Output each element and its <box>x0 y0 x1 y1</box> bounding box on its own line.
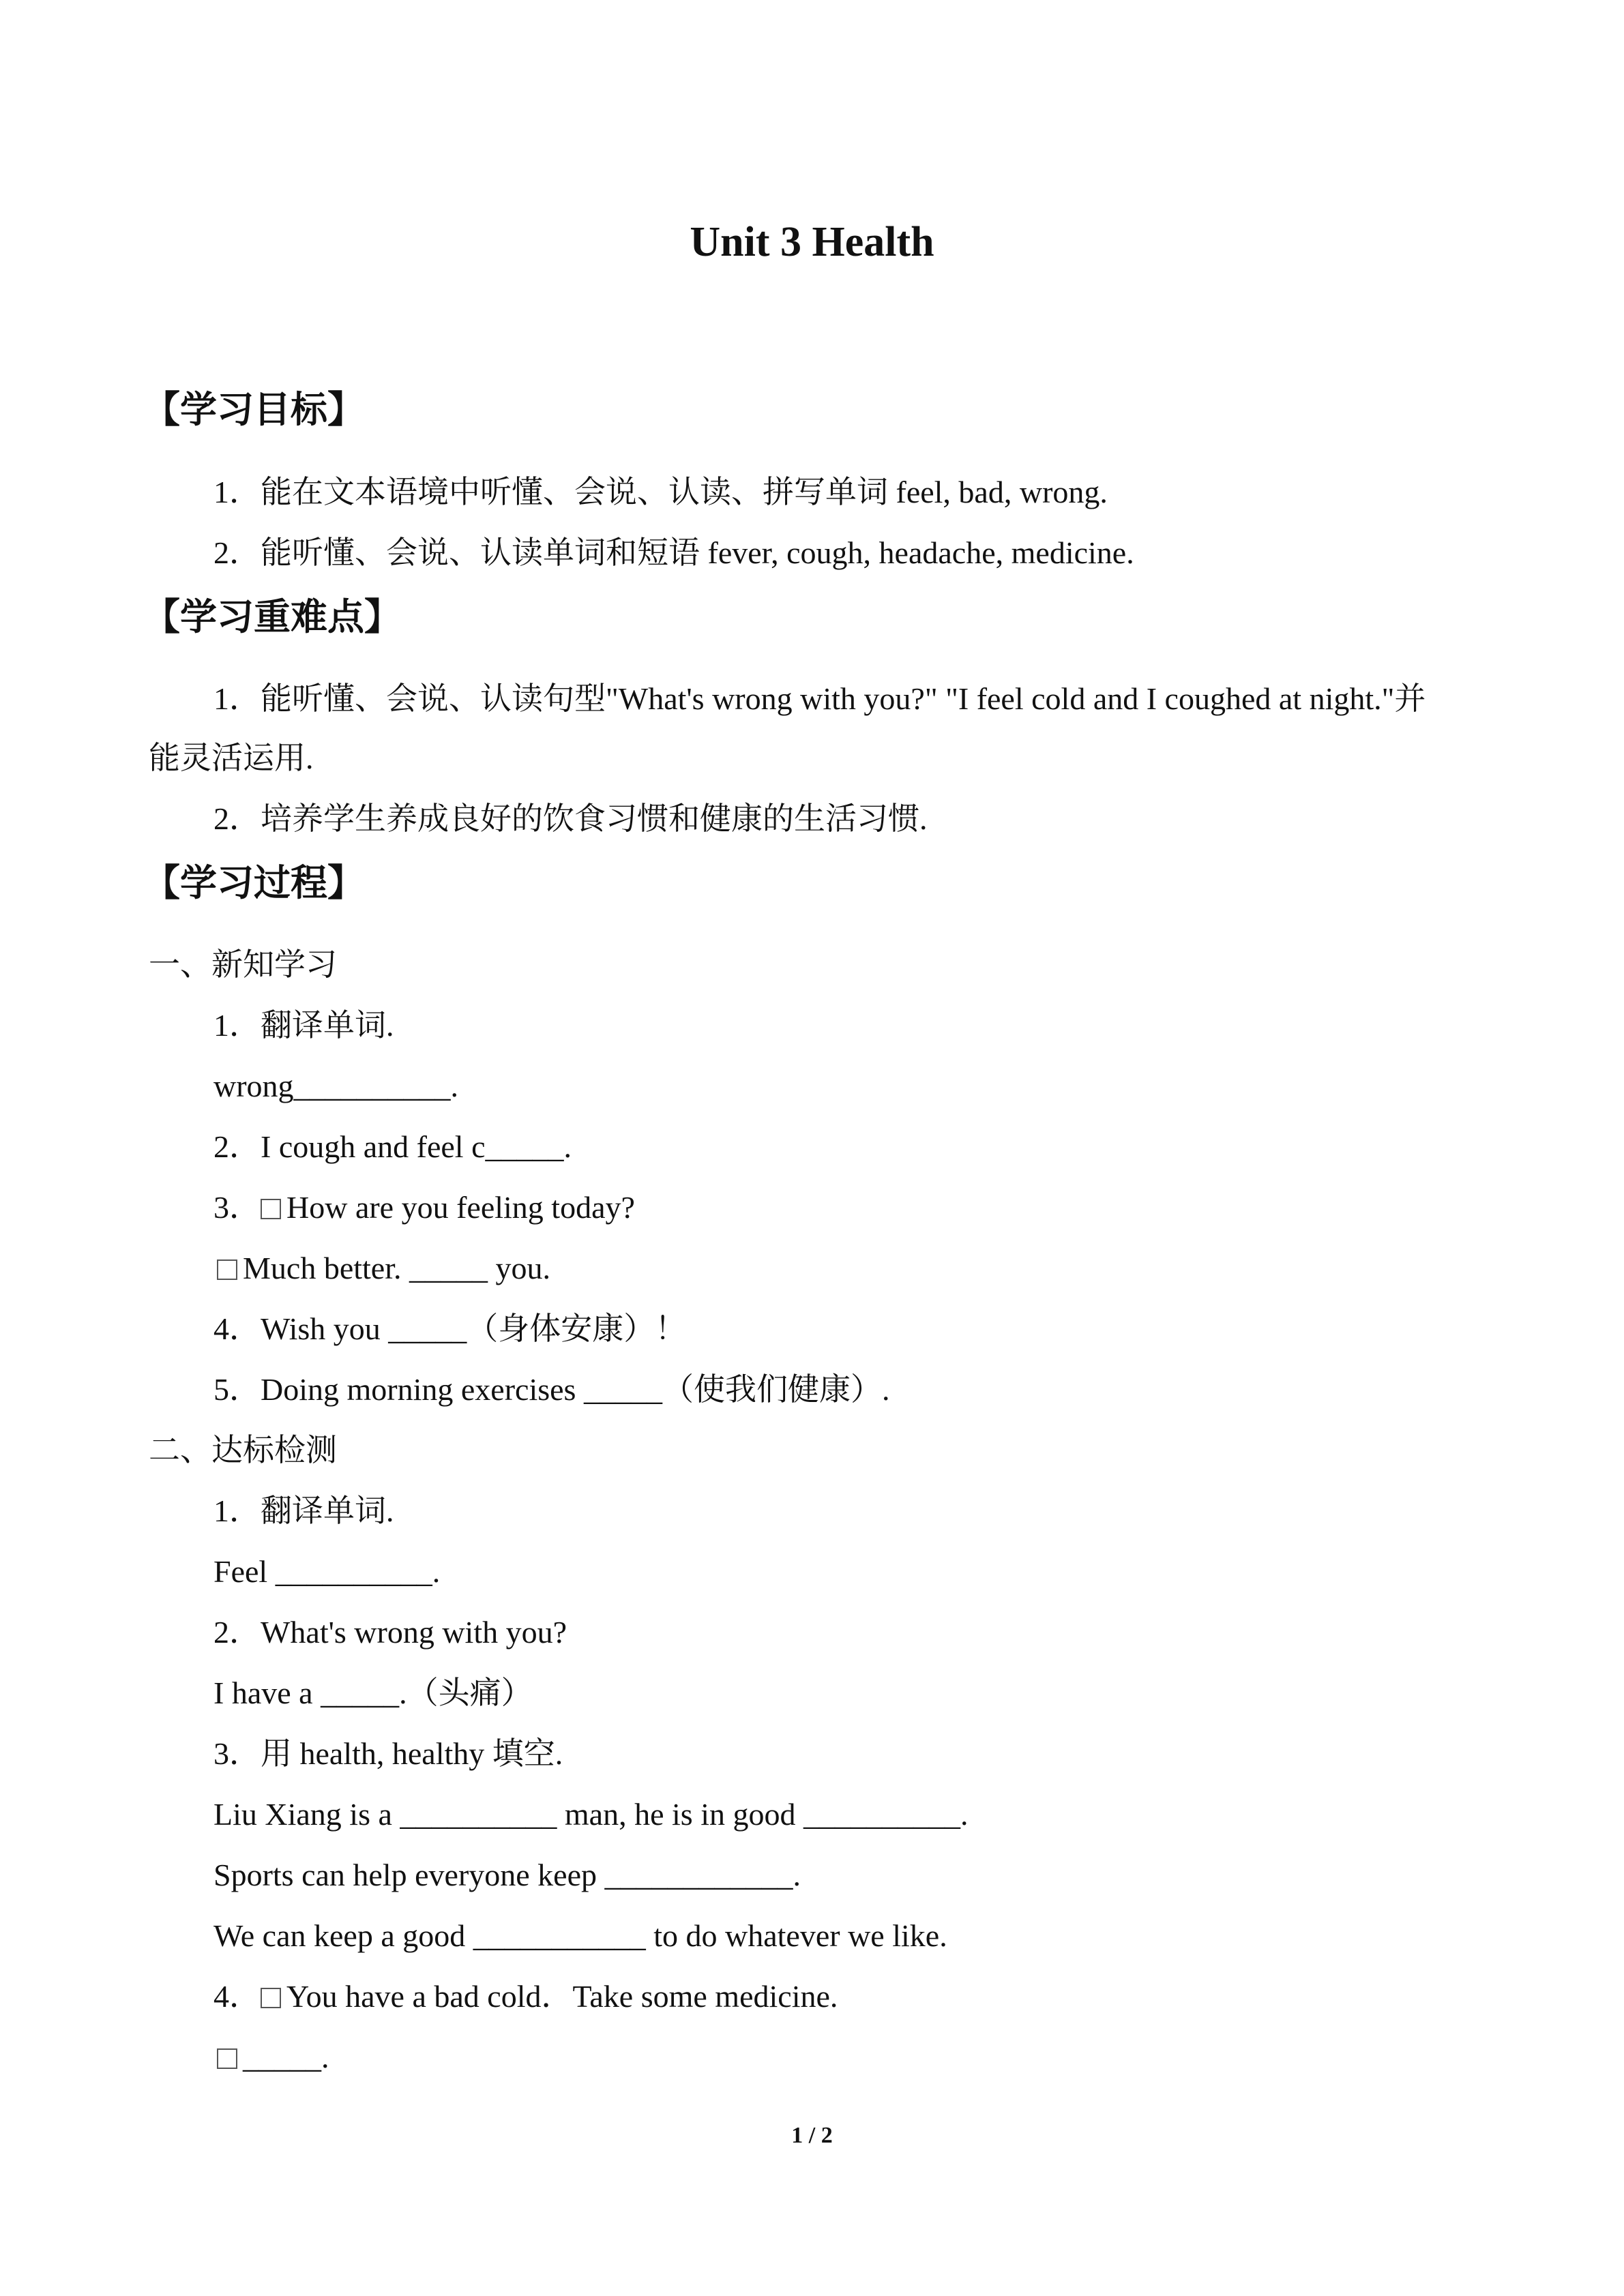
objective-item: 1．能在文本语境中听懂、会说、认读、拼写单词 feel, bad, wrong. <box>213 475 1108 509</box>
key-point-item: 1．能听懂、会说、认读句型"What's wrong with you?" "I feel cold and I coughed at night."并 <box>213 681 1426 716</box>
question-number: 4． <box>213 1979 261 2014</box>
question: 2．I cough and feel c_____. <box>213 1129 572 1164</box>
fill-sentence: Sports can help everyone keep ____________. <box>213 1858 801 1892</box>
question-blank: wrong__________. <box>213 1069 459 1103</box>
question: 5．Doing morning exercises _____（使我们健康）. <box>213 1372 890 1407</box>
checkbox-icon <box>217 1259 237 1280</box>
page-title: Unit 3 Health <box>690 219 934 265</box>
key-point-item: 2．培养学生养成良好的饮食习惯和健康的生活习惯. <box>213 801 928 836</box>
dialogue-line: How are you feeling today? <box>286 1190 635 1225</box>
question-answer: I have a _____.（头痛） <box>213 1675 533 1710</box>
checkbox-icon <box>217 2048 237 2069</box>
question: 4．Wish you _____（身体安康）！ <box>213 1311 687 1346</box>
dialogue-line: You have a bad cold．Take some medicine. <box>286 1979 838 2014</box>
dialogue-line: Much better. _____ you. <box>243 1251 550 1285</box>
process-heading: 【学习过程】 <box>143 861 364 904</box>
key-point-item-continued: 能灵活运用. <box>149 741 314 775</box>
question: 3．用 health, healthy 填空. <box>213 1736 563 1771</box>
question-dialogue <box>213 1976 838 2017</box>
part2-heading: 二、达标检测 <box>149 1433 337 1467</box>
question-blank: Feel __________. <box>213 1554 441 1589</box>
checkbox-icon <box>261 1199 281 1219</box>
part1-heading: 一、新知学习 <box>149 947 337 982</box>
question: 2．What's wrong with you? <box>213 1615 567 1650</box>
question-dialogue <box>217 1248 550 1289</box>
dialogue-line: _____. <box>243 2040 329 2074</box>
fill-sentence: We can keep a good ___________ to do whatever we like. <box>213 1918 947 1953</box>
question-dialogue <box>217 2037 329 2078</box>
objective-item: 2．能听懂、会说、认读单词和短语 fever, cough, headache, medicine. <box>213 535 1134 570</box>
question-dialogue <box>213 1187 635 1228</box>
question: 1．翻译单词. <box>213 1008 394 1043</box>
checkbox-icon <box>261 1988 281 2008</box>
question-number: 3． <box>213 1190 261 1225</box>
page-number: 1 / 2 <box>791 2123 833 2148</box>
objectives-heading: 【学习目标】 <box>143 388 364 431</box>
fill-sentence: Liu Xiang is a __________ man, he is in good __________. <box>213 1797 969 1832</box>
question: 1．翻译单词. <box>213 1493 394 1528</box>
key-points-heading: 【学习重难点】 <box>143 595 401 638</box>
